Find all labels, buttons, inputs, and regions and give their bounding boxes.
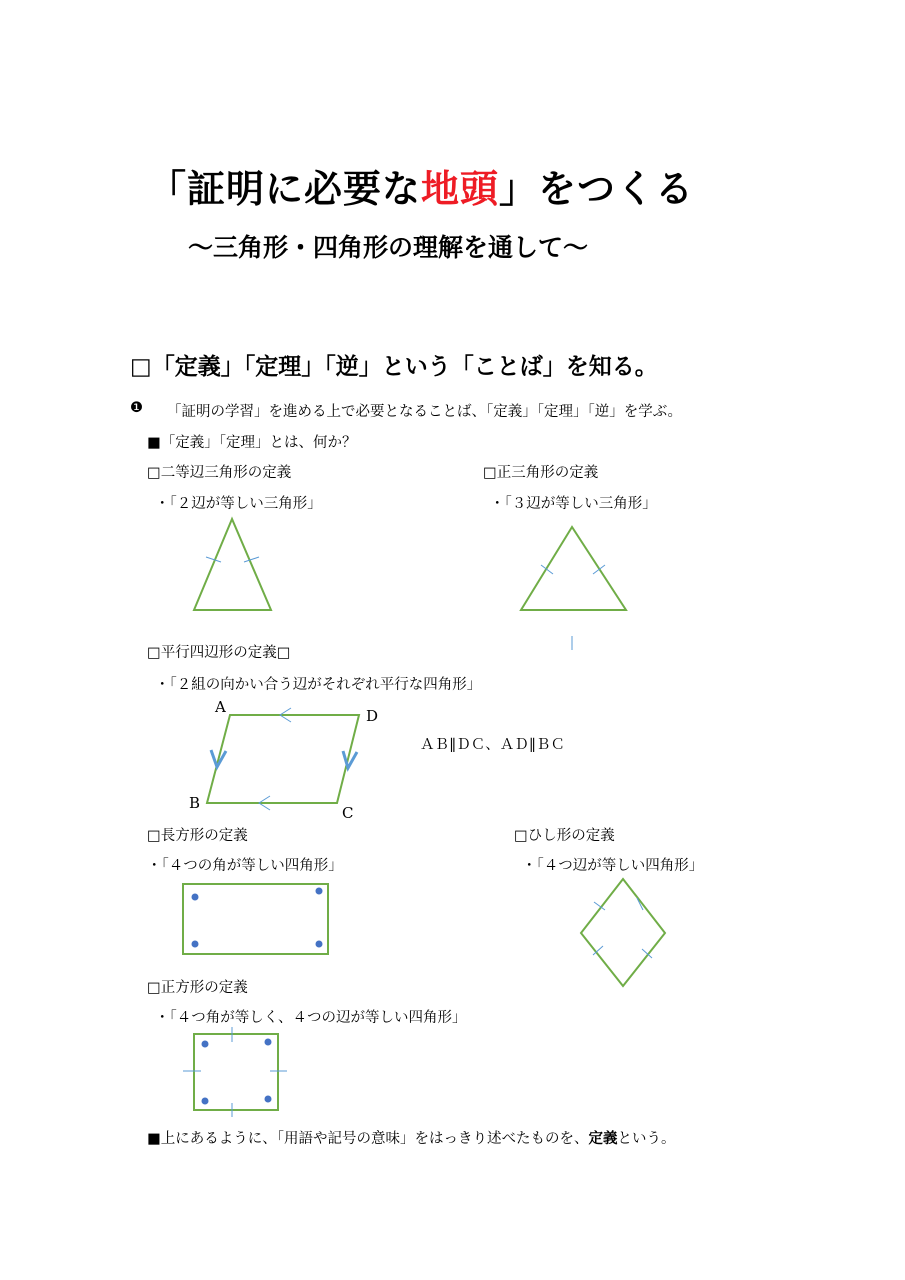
vertex-label-b: B: [189, 794, 201, 812]
section-heading: □「定義」「定理」「逆」という「ことば」を知る。: [130, 354, 658, 380]
vertex-label-c: C: [342, 804, 354, 822]
right-angle-dot: [192, 941, 199, 948]
right-angle-dot: [202, 1098, 209, 1105]
tick-mark: [593, 565, 605, 574]
title-highlight: 地頭: [421, 167, 500, 211]
rhombus-shape: [581, 879, 665, 986]
rectangle-definition: ・「４つの角が等しい四角形」: [147, 858, 343, 874]
right-angle-dot: [316, 888, 323, 895]
equilateral-triangle: [521, 527, 626, 610]
title-close: 」をつくる: [499, 167, 695, 211]
square-definition: ・「４つ角が等しく、４つの辺が等しい四角形」: [155, 1010, 467, 1026]
isosceles-triangle: [194, 519, 271, 610]
parallel-relation: ＡＢ∥ＤＣ、ＡＤ∥ＢＣ: [420, 737, 565, 753]
conclusion-term: 定義: [588, 1131, 618, 1147]
right-angle-dot: [202, 1041, 209, 1048]
rectangle-shape: [183, 884, 328, 954]
right-angle-dot: [265, 1096, 272, 1103]
intro-text: 「証明の学習」を進める上で必要となることば、「定義」「定理」「逆」を学ぶ。: [167, 404, 683, 420]
right-angle-dot: [192, 894, 199, 901]
right-angle-dot: [265, 1039, 272, 1046]
vertex-label-a: A: [215, 698, 226, 716]
parallelogram-shape: [207, 715, 359, 803]
rectangle-heading: □長方形の定義: [147, 828, 248, 844]
page-subtitle: ～三角形・四角形の理解を通して～: [188, 233, 589, 262]
question: ■「定義」「定理」とは、何か？: [147, 435, 357, 451]
vertex-label-d: D: [366, 707, 379, 725]
conclusion: [147, 1127, 675, 1148]
equilateral-heading: □正三角形の定義: [483, 465, 599, 481]
parallelogram-heading: □平行四辺形の定義□: [147, 645, 291, 661]
parallelogram-definition: ・「２組の向かい合う辺がそれぞれ平行な四角形」: [155, 677, 482, 693]
conclusion-suffix: という。: [617, 1131, 676, 1147]
right-angle-dot: [316, 941, 323, 948]
conclusion-prefix: ■上にあるように、「用語や記号の意味」をはっきり述べたものを、: [147, 1131, 589, 1147]
intro-bullet: ❶: [130, 400, 143, 416]
title-open: 「証明に必要な: [148, 167, 422, 211]
isosceles-heading: □二等辺三角形の定義: [147, 465, 292, 481]
square-heading: □正方形の定義: [147, 980, 248, 996]
rhombus-heading: □ひし形の定義: [514, 828, 615, 844]
tick-mark: [244, 557, 259, 562]
isosceles-definition: ・「２辺が等しい三角形」: [155, 496, 322, 512]
equilateral-definition: ・「３辺が等しい三角形」: [490, 496, 657, 512]
rhombus-definition: ・「４つ辺が等しい四角形」: [522, 858, 704, 874]
